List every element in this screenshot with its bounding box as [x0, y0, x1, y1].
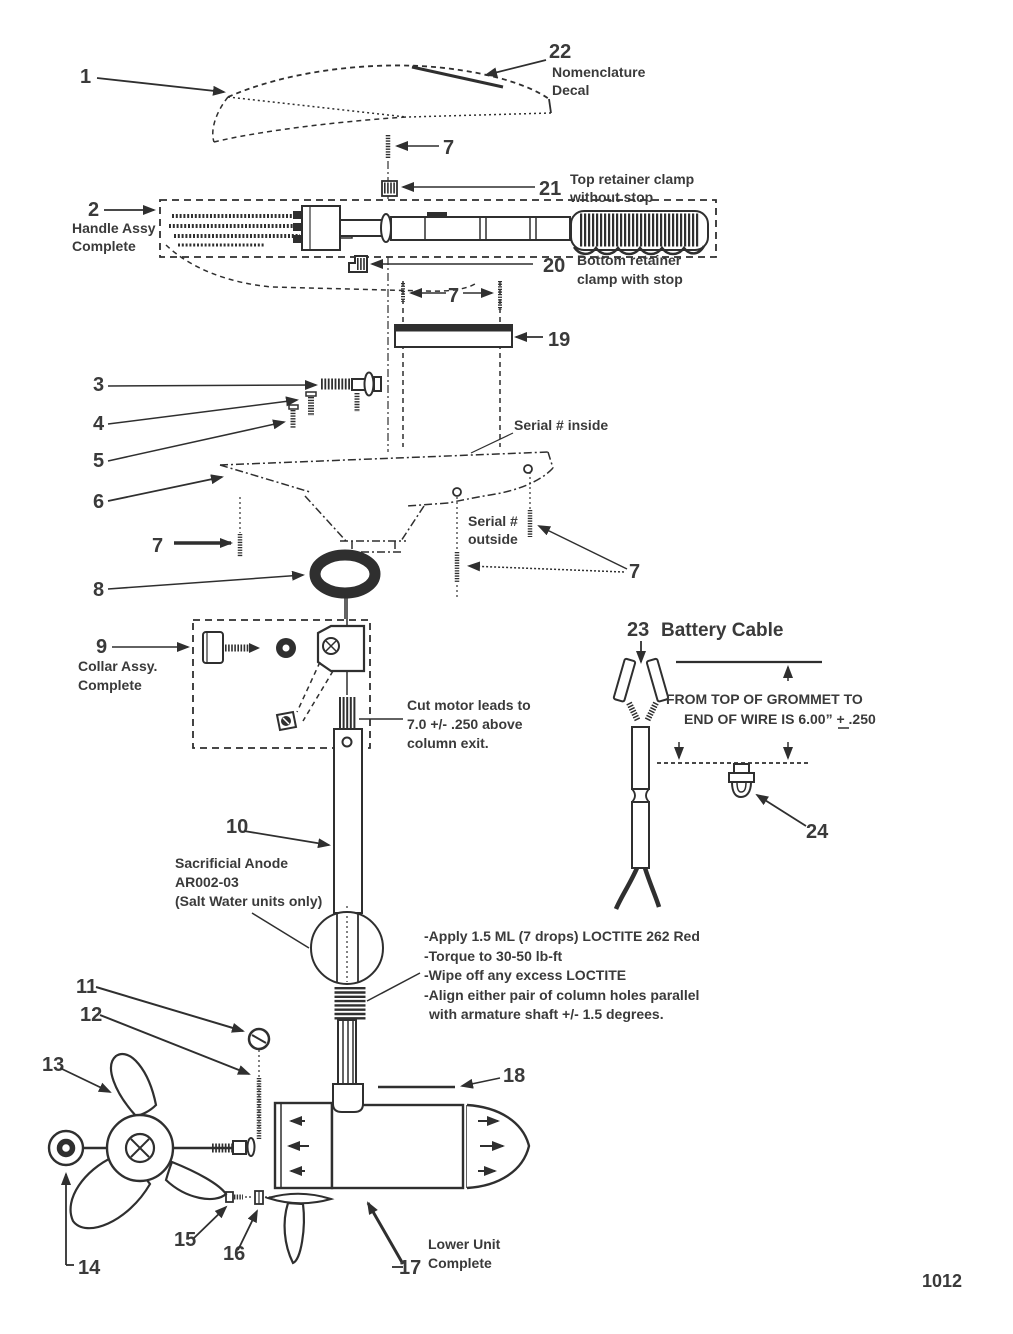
part-label-9: 9	[96, 636, 108, 658]
part-label-23: 23	[627, 619, 650, 641]
part-label-12: 12	[80, 1004, 103, 1026]
part-label-11: 11	[76, 976, 98, 998]
battery-cable-assembly	[613, 619, 876, 909]
note-loctite-2: -Torque to 30-50 lb-ft	[424, 948, 563, 964]
part-label-5: 5	[93, 450, 105, 472]
note-loctite-3: -Wipe off any excess LOCTITE	[424, 967, 627, 983]
note-serial-inside: Serial # inside	[514, 417, 609, 433]
note-loctite	[367, 928, 700, 1022]
part-label-8: 8	[93, 579, 105, 601]
note-nomenclature-1: Nomenclature	[552, 64, 646, 80]
note-collar-2: Complete	[78, 677, 142, 693]
base-housing	[93, 417, 640, 619]
part-label-10: 10	[226, 816, 249, 838]
note-anode	[175, 855, 322, 948]
note-grommet-2: END OF WIRE IS 6.00” + .250	[684, 711, 876, 727]
serial-labels	[457, 472, 640, 599]
note-loctite-5: with armature shaft +/- 1.5 degrees.	[429, 1006, 664, 1022]
note-handle-2: Complete	[72, 238, 136, 254]
head-cover-assembly	[80, 41, 646, 142]
part-label-13: 13	[42, 1054, 65, 1076]
part-label-17: 17	[399, 1257, 422, 1279]
part-label-6: 6	[93, 491, 105, 513]
grommet-detail	[657, 662, 876, 843]
leader-1	[97, 78, 224, 92]
note-anode-3: (Salt Water units only)	[175, 893, 323, 909]
part-label-1: 1	[80, 66, 92, 88]
collar-assembly	[78, 598, 370, 748]
part-label-14: 14	[78, 1257, 101, 1279]
note-anode-1: Sacrificial Anode	[175, 855, 289, 871]
part-label-2: 2	[88, 199, 100, 221]
note-nomenclature-2: Decal	[552, 82, 590, 98]
column-shaft	[175, 697, 700, 1084]
part-label-7a: 7	[443, 137, 455, 159]
note-cut-leads-3: column exit.	[407, 735, 489, 751]
fasteners	[93, 373, 381, 473]
note-cut-leads	[359, 697, 531, 751]
part-label-7c: 7	[152, 535, 164, 557]
note-top-retainer-1: Top retainer clamp	[570, 171, 695, 187]
part-label-18: 18	[503, 1065, 526, 1087]
part-label-7b: 7	[448, 285, 460, 307]
part-label-21: 21	[539, 178, 562, 200]
page-number: 1012	[922, 1271, 963, 1291]
note-battery-cable: Battery Cable	[661, 620, 784, 641]
note-cut-leads-1: Cut motor leads to	[407, 697, 531, 713]
note-serial-outside-2: outside	[468, 531, 518, 547]
note-collar-1: Collar Assy.	[78, 658, 158, 674]
note-bottom-retainer-1: Bottom retainer	[577, 252, 682, 268]
part-label-16: 16	[223, 1243, 246, 1265]
note-loctite-4: -Align either pair of column holes parallel	[424, 987, 700, 1003]
note-cut-leads-2: 7.0 +/- .250 above	[407, 716, 523, 732]
note-serial-outside-1: Serial #	[468, 513, 518, 529]
part-label-24: 24	[806, 821, 829, 843]
part-label-4: 4	[93, 413, 105, 435]
part-label-19: 19	[548, 329, 571, 351]
part-label-15: 15	[174, 1229, 197, 1251]
note-lower-unit-1: Lower Unit	[428, 1236, 501, 1252]
note-bottom-retainer-2: clamp with stop	[577, 271, 683, 287]
note-handle-1: Handle Assy	[72, 220, 156, 236]
nomenclature-decal	[412, 41, 646, 98]
note-lower-unit-2: Complete	[428, 1255, 492, 1271]
note-grommet-1: FROM TOP OF GROMMET TO	[666, 691, 863, 707]
part-label-7d: 7	[629, 561, 641, 583]
note-loctite-1: -Apply 1.5 ML (7 drops) LOCTITE 262 Red	[424, 928, 700, 944]
part-label-3: 3	[93, 374, 105, 396]
part-label-20: 20	[543, 255, 566, 277]
note-top-retainer-2: without stop	[570, 189, 654, 205]
note-anode-2: AR002-03	[175, 874, 239, 890]
part-label-22: 22	[549, 41, 572, 63]
